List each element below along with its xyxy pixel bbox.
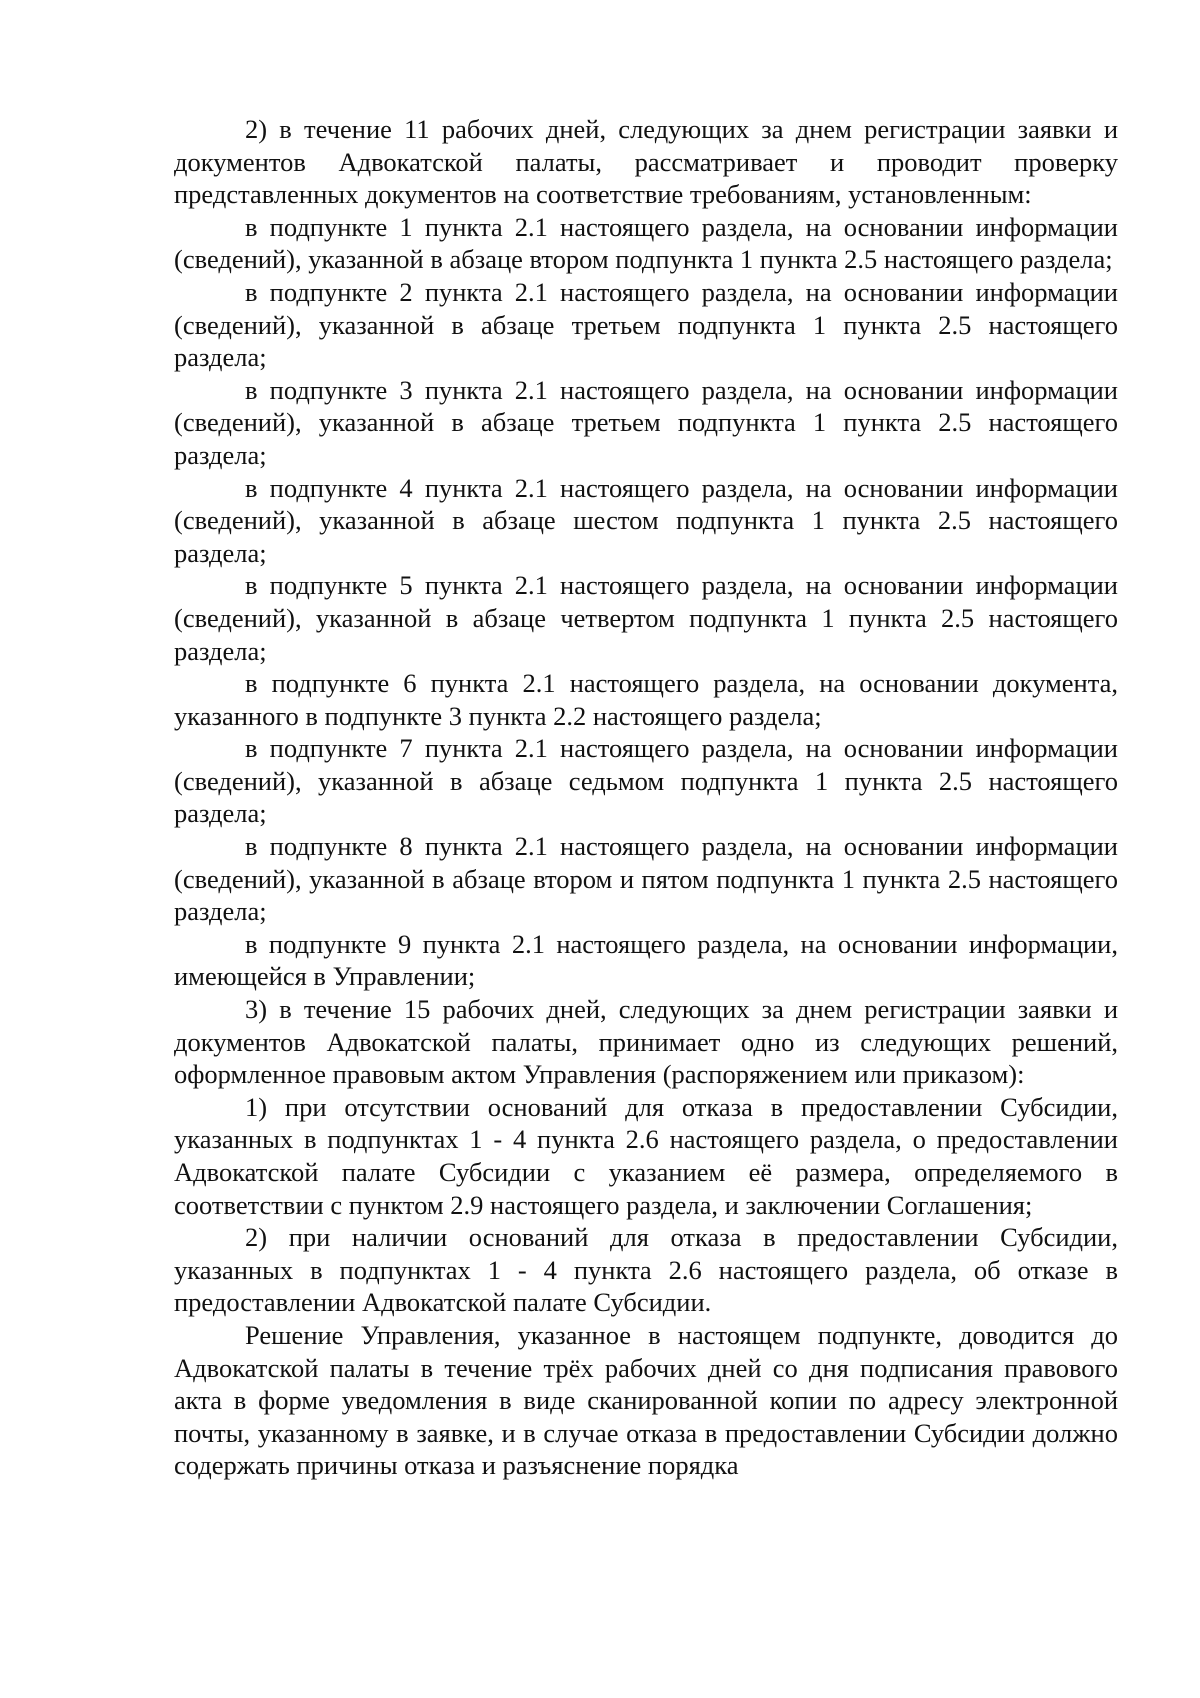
paragraph-notification: Решение Управления, указанное в настоящем подпункте, доводится до Адвокатской палаты в течение трёх рабочих дней со дня подписания правового акта в форме уведомления в виде сканированной копии по адресу электронной почты, указанному в заявке, и в случае отказа в предоставлении Субсидии должно содержать причины отказа и разъяснение порядка <box>174 1319 1118 1481</box>
paragraph-check-item-5: в подпункте 5 пункта 2.1 настоящего раздела, на основании информации (сведений), указанной в абзаце четвертом подпункта 1 пункта 2.5 настоящего раздела; <box>174 570 1118 666</box>
paragraph-check-item-3: в подпункте 3 пункта 2.1 настоящего раздела, на основании информации (сведений), указанной в абзаце третьем подпункта 1 пункта 2.5 настоящего раздела; <box>174 374 1118 470</box>
paragraph-decision-grant: 1) при отсутствии оснований для отказа в предоставлении Субсидии, указанных в подпунктах 1 - 4 пункта 2.6 настоящего раздела, о предоставлении Адвокатской палате Субсидии с указанием её размера, определяемого в соответствии с пунктом 2.9 настоящего раздела, и заключении Соглашения; <box>174 1091 1118 1220</box>
paragraph-check-item-1: в подпункте 1 пункта 2.1 настоящего раздела, на основании информации (сведений), указанной в абзаце втором подпункта 1 пункта 2.5 настоящего раздела; <box>174 211 1118 275</box>
paragraph-check-item-6: в подпункте 6 пункта 2.1 настоящего раздела, на основании документа, указанного в подпункте 3 пункта 2.2 настоящего раздела; <box>174 668 1118 731</box>
paragraph-decision-period: 3) в течение 15 рабочих дней, следующих за днем регистрации заявки и документов Адвокатской палаты, принимает одно из следующих решений, оформленное правовым актом Управления (распоряжением или приказом): <box>174 994 1118 1090</box>
paragraph-check-item-7: в подпункте 7 пункта 2.1 настоящего раздела, на основании информации (сведений), указанной в абзаце седьмом подпункта 1 пункта 2.5 настоящего раздела; <box>174 733 1118 829</box>
paragraph-check-item-4: в подпункте 4 пункта 2.1 настоящего раздела, на основании информации (сведений), указанной в абзаце шестом подпункта 1 пункта 2.5 настоящего раздела; <box>174 472 1118 568</box>
paragraph-decision-refusal: 2) при наличии оснований для отказа в предоставлении Субсидии, указанных в подпунктах 1 - 4 пункта 2.6 настоящего раздела, об отказе в предоставлении Адвокатской палате Субсидии. <box>174 1222 1118 1318</box>
paragraph-check-item-9: в подпункте 9 пункта 2.1 настоящего раздела, на основании информации, имеющейся в Управлении; <box>174 928 1118 992</box>
paragraph-check-item-2: в подпункте 2 пункта 2.1 настоящего раздела, на основании информации (сведений), указанной в абзаце третьем подпункта 1 пункта 2.5 настоящего раздела; <box>174 276 1118 373</box>
paragraph-review-period: 2) в течение 11 рабочих дней, следующих за днем регистрации заявки и документов Адвокатской палаты, рассматривает и проводит проверку представленных документов на соответствие требованиям, установленным: <box>174 114 1118 210</box>
paragraph-check-item-8: в подпункте 8 пункта 2.1 настоящего раздела, на основании информации (сведений), указанной в абзаце втором и пятом подпункта 1 пункта 2.5 настоящего раздела; <box>174 831 1118 927</box>
document-body <box>174 113 1118 1482</box>
